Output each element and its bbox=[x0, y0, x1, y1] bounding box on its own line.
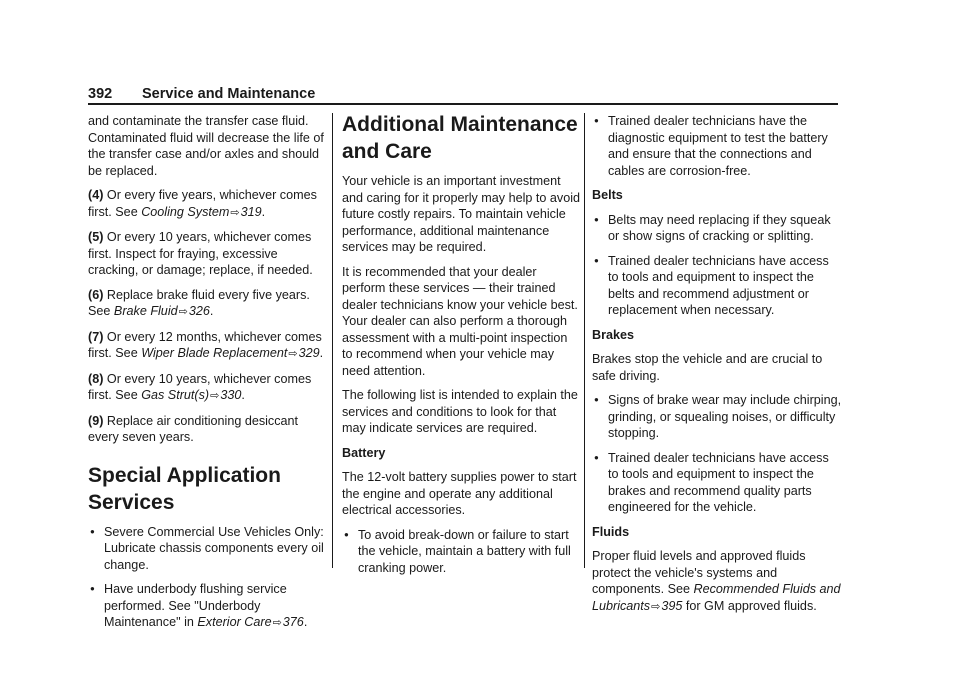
brakes-bullet-1: ● Signs of brake wear may include chirping, grinding, or squealing noises, or difficulty stopping. bbox=[592, 392, 842, 442]
page-ref-arrow-icon: ⇨ bbox=[272, 617, 282, 629]
belts-heading: Belts bbox=[592, 188, 623, 202]
note-4: (4) Or every five years, whichever comes first. See Cooling System⇨319. bbox=[88, 188, 317, 219]
header-rule bbox=[88, 103, 838, 105]
fluids-heading: Fluids bbox=[592, 524, 630, 539]
special-bullet-1: ● Severe Commercial Use Vehicles Only: Lubricate chassis components every oil change. bbox=[88, 524, 324, 574]
note-8: (8) Or every 10 years, whichever comes first. See Gas Strut(s)⇨330. bbox=[88, 371, 312, 402]
page-ref-arrow-icon: ⇨ bbox=[178, 306, 188, 318]
column-1 bbox=[88, 113, 324, 640]
page-ref-arrow-icon: ⇨ bbox=[288, 348, 298, 360]
battery-paragraph: The 12-volt battery supplies power to start the engine and operate any additional electrical accessories. bbox=[342, 470, 577, 517]
special-services-heading: Special Application Services bbox=[88, 463, 281, 514]
column-2 bbox=[342, 113, 580, 584]
note-9: (9) Replace air conditioning desiccant every seven years. bbox=[88, 413, 299, 444]
xref-brake-fluid[interactable]: Brake Fluid bbox=[113, 304, 178, 318]
xref-exterior-care[interactable]: Exterior Care bbox=[197, 615, 272, 629]
xref-wiper-blade[interactable]: Wiper Blade Replacement bbox=[141, 346, 288, 360]
paragraph-investment: Your vehicle is an important investment and caring for it properly may help to avoid future costly repairs. To maintain vehicle performance, additional maintenance services may be required. bbox=[342, 174, 581, 254]
brakes-bullet-2: ● Trained dealer technicians have access to tools and equipment to inspect the brakes and recommend quality parts engineered for the vehicle. bbox=[592, 450, 842, 516]
page-number: 392 bbox=[88, 86, 113, 102]
page-ref-arrow-icon: ⇨ bbox=[651, 600, 661, 613]
belts-bullet-2: ● Trained dealer technicians have access to tools and equipment to inspect the belts and recommend adjustment or replacement when necessary. bbox=[592, 253, 842, 319]
brakes-heading: Brakes bbox=[592, 327, 635, 342]
column-3 bbox=[592, 113, 842, 623]
note-5: (5) Or every 10 years, whichever comes first. Inspect for fraying, excessive cracking, or damage; replace, if needed. bbox=[88, 230, 313, 277]
intro-paragraph: and contaminate the transfer case fluid. Contaminated fluid will decrease the life of the transfer case and/or axles and should be replaced. bbox=[88, 114, 324, 178]
page-ref-arrow-icon: ⇨ bbox=[210, 390, 220, 402]
xref-recommended-fluids[interactable]: Recommended Fluids and Lubricants bbox=[592, 582, 841, 613]
special-bullet-2: ● Have underbody flushing service performed. See "Underbody Maintenance" in Exterior Care⇨376. bbox=[88, 581, 324, 632]
battery-bullet-2: ● Trained dealer technicians have the diagnostic equipment to test the battery and ensure that the connections and cables are corrosion-free. bbox=[592, 113, 842, 179]
belts-bullet-1: ● Belts may need replacing if they squeak or show signs of cracking or splitting. bbox=[592, 212, 842, 245]
note-6: (6) Replace brake fluid every five years. See Brake Fluid⇨326. bbox=[88, 287, 310, 318]
page-ref-arrow-icon: ⇨ bbox=[230, 206, 240, 219]
xref-cooling-system[interactable]: Cooling System bbox=[141, 204, 230, 219]
brakes-paragraph: Brakes stop the vehicle and are crucial to safe driving. bbox=[592, 352, 823, 383]
paragraph-dealer: It is recommended that your dealer perform these services — their trained dealer technicians know your vehicle best. Your dealer can also perform a thorough assessment with a multi-point inspection to recommend when your vehicle may need attention. bbox=[342, 264, 578, 378]
fluids-paragraph: Proper fluid levels and approved fluids protect the vehicle's systems and components. See Recommended Fluids and Lubricants⇨395 for GM approved fluids. bbox=[592, 549, 841, 613]
section-title: Service and Maintenance bbox=[142, 86, 316, 102]
battery-bullet-1: ● To avoid break-down or failure to start the vehicle, maintain a battery with full cranking power. bbox=[342, 527, 580, 577]
note-7: (7) Or every 12 months, whichever comes first. See Wiper Blade Replacement⇨329. bbox=[88, 329, 324, 360]
column-divider-1 bbox=[332, 113, 333, 568]
page-header bbox=[88, 85, 838, 103]
column-divider-2 bbox=[584, 113, 585, 568]
battery-heading: Battery bbox=[342, 445, 386, 460]
paragraph-list-intro: The following list is intended to explain the services and conditions to look for that may indicate services are required. bbox=[342, 388, 578, 435]
additional-maintenance-heading: Additional Maintenance and Care bbox=[342, 113, 578, 163]
xref-gas-struts[interactable]: Gas Strut(s) bbox=[141, 388, 210, 402]
